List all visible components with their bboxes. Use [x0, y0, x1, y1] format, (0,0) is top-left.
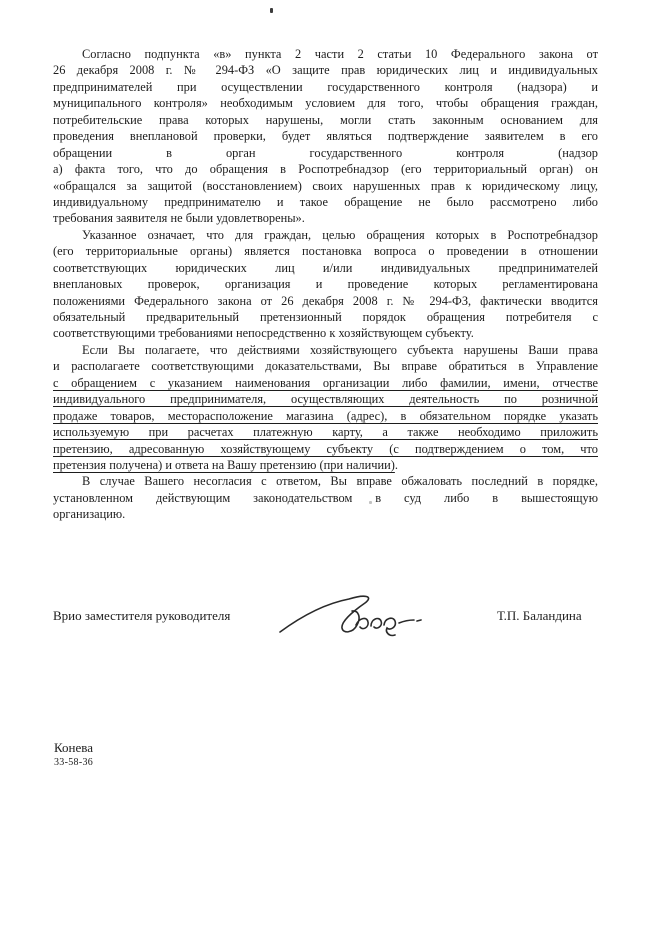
text-line: предпринимателей при осуществлении государственного контроля (надзора) и: [53, 79, 598, 94]
text-line: индивидуальному предпринимателю и такое обращение не было рассмотрено либо: [53, 194, 598, 209]
paragraph: [53, 46, 598, 227]
paragraph: [53, 227, 598, 342]
text-line: 26 декабря 2008 г. № 294-ФЗ «О защите прав юридических лиц и индивидуальных: [53, 63, 598, 78]
executor-phone: 33-58-36: [54, 757, 94, 768]
paragraph: [53, 342, 598, 474]
text-line: соответствующими требованиями непосредственно к хозяйствующем субъекту.: [53, 326, 474, 341]
text-line: Если Вы полагаете, что действиями хозяйствующего субъекта нарушены Ваши права: [82, 342, 598, 357]
letter-body: [53, 46, 598, 523]
paragraph: [53, 473, 598, 522]
handwritten-signature: [277, 590, 429, 648]
text-line: соответствующих юридических лиц и/или индивидуальных предпринимателей: [53, 260, 598, 275]
text-line-underlined: используемую при расчетах платежную карту, а также необходимо приложить: [53, 425, 598, 440]
text-line-underlined: с обращением с указанием наименования организации либо фамилии, имени, отчестве: [53, 375, 598, 390]
executor-block: [54, 740, 93, 768]
text-line: положениями Федерального закона от 26 декабря 2008 г. № 294-ФЗ, фактически вводится: [53, 293, 598, 308]
text-line: организацию.: [53, 507, 126, 522]
underlined-fragment: претензия получена) и ответа на Вашу претензию (при наличии): [53, 457, 395, 472]
text-line: внеплановых проверок, организация и проведение которых регламентирована: [53, 277, 598, 292]
text-line: «обращался за защитой (восстановлением) своих нарушенных прав к юридическому лицу,: [53, 178, 598, 193]
text-line: а) факта того, что до обращения в Роспотребнадзор (его территориальный орган) он: [53, 162, 598, 177]
signature-block: [53, 598, 598, 664]
scan-artifact-dot: [270, 8, 273, 13]
text-line: проведения внеплановой проверки, будет являться подтверждение заявителем в его: [53, 129, 598, 144]
text-line: потребительские права которых нарушены, могли стать законным основанием для: [53, 112, 598, 127]
text-line: обращении в орган государственного контроля (надзор: [53, 145, 598, 160]
text-line: муниципального контроля» необходимым условием для того, чтобы обращения граждан,: [53, 96, 598, 111]
signer-name: Т.П. Баландина: [497, 608, 582, 623]
text-line: Указанное означает, что для граждан, целью обращения которых в Роспотребнадзор: [82, 227, 598, 242]
signer-position: Врио заместителя руководителя: [53, 608, 231, 623]
text-line-underlined: индивидуального предпринимателя, осуществляющих деятельность по розничной: [53, 392, 598, 407]
text-line: и располагаете соответствующими доказательствами, Вы вправе обратиться в Управление: [53, 359, 598, 374]
text-line: Согласно подпункта «в» пункта 2 части 2 статьи 10 Федерального закона от: [82, 47, 598, 61]
text-line: установленном действующим законодательством в суд либо в вышестоящую: [53, 490, 598, 505]
text-line: (его территориальные органы) является постановка вопроса о проведении в отношении: [53, 244, 598, 259]
text-line: требования заявителя не были удовлетворены».: [53, 211, 305, 226]
text-line-underlined: продаже товаров, месторасположение магазина (адрес), в обязательном порядке указать: [53, 408, 598, 423]
text-line: В случае Вашего несогласия с ответом, Вы вправе обжаловать последний в порядке,: [82, 474, 598, 489]
text-line: обязательный предварительный претензионный порядок обращения потребителя с: [53, 310, 598, 324]
text-line-underlined: [53, 457, 598, 473]
text-line-underlined: претензию, адресованную хозяйствующему субъекту (с подтверждением о том, что: [53, 441, 598, 456]
executor-name: Конева: [54, 740, 93, 755]
sentence-period: .: [394, 457, 398, 472]
